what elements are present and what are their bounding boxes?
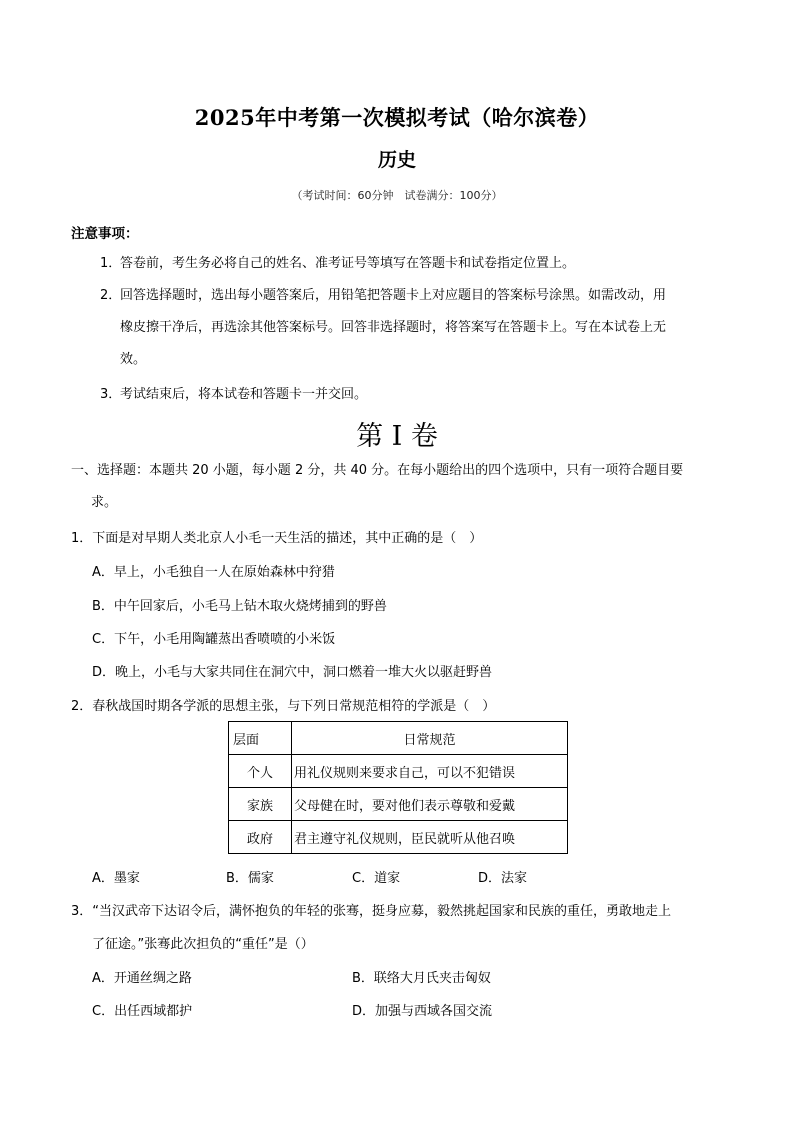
- question-1-option-c: C．下午，小毛用陶罐蒸出香喷喷的小米饭: [92, 632, 336, 647]
- section-line: 求。: [91, 495, 118, 510]
- exam-title: 2025年中考第一次模拟考试（哈尔滨卷）: [194, 105, 600, 130]
- notice-item-number: 2．: [100, 288, 122, 303]
- notice-item-number: 3．: [100, 387, 122, 402]
- table-row: [229, 755, 568, 788]
- notice-heading: 注意事项：: [71, 226, 139, 242]
- volume-heading: 第 I 卷: [356, 421, 438, 452]
- question-1-stem: 1．下面是对早期人类北京人小毛一天生活的描述，其中正确的是（ ）: [71, 531, 483, 546]
- question-3-stem-line-1: 3．“当汉武帝下达诏令后，满怀抱负的年轻的张骞，挺身应募，毅然挑起国家和民族的重任，勇敢地走上: [71, 904, 672, 919]
- table-header: 层面: [229, 722, 292, 755]
- table-cell: 用礼仪规则来要求自己，可以不犯错误: [292, 755, 568, 788]
- table-header: 日常规范: [292, 722, 568, 755]
- table-row: [229, 821, 568, 854]
- table-row: [229, 788, 568, 821]
- question-1-option-a: A．早上，小毛独自一人在原始森林中狩猎: [92, 565, 335, 580]
- table-cell: 家族: [229, 788, 292, 821]
- question-3-option-d: D．加强与西域各国交流: [352, 1004, 493, 1019]
- question-3-option-c: C．出任西域都护: [92, 1004, 193, 1019]
- question-3-option-a: A．开通丝绸之路: [92, 971, 192, 986]
- notice-item-2: [100, 280, 730, 376]
- question-3-stem-line-2: 了征途。”张骞此次担负的“重任”是（）: [92, 937, 314, 952]
- question-3-option-b: B．联络大月氏夹击匈奴: [352, 971, 491, 986]
- section-line: 一、选择题：本题共 20 小题，每小题 2 分，共 40 分。在每小题给出的四个选项中，只有一项符合题目要: [71, 463, 684, 478]
- question-2-option-c: C．道家: [352, 871, 401, 886]
- question-1-option-b: B．中午回家后，小毛马上钻木取火烧烤捕到的野兽: [92, 599, 387, 614]
- subject-title: 历史: [377, 149, 416, 171]
- notice-item-text: 考试结束后，将本试卷和答题卡一并交回。: [120, 387, 368, 402]
- table-header-row: [229, 722, 568, 755]
- notice-item-3: [100, 379, 730, 411]
- question-2-option-d: D．法家: [478, 871, 528, 886]
- notice-item-1: [100, 248, 730, 280]
- question-2-option-a: A．墨家: [92, 871, 140, 886]
- table-cell: 政府: [229, 821, 292, 854]
- notice-item-text: 橡皮擦干净后，再选涂其他答案标号。回答非选择题时，将答案写在答题卡上。写在本试卷上无: [120, 320, 667, 335]
- table-cell: 父母健在时，要对他们表示尊敬和爱戴: [292, 788, 568, 821]
- section-instructions: [71, 455, 731, 519]
- question-2-option-b: B．儒家: [226, 871, 274, 886]
- table-cell: 君主遵守礼仪规则，臣民就听从他召唤: [292, 821, 568, 854]
- question-2-stem: 2．春秋战国时期各学派的思想主张，与下列日常规范相符的学派是（ ）: [71, 699, 496, 714]
- question-1-option-d: D．晚上，小毛与大家共同住在洞穴中，洞口燃着一堆大火以驱赶野兽: [92, 665, 493, 680]
- exam-info: （考试时间：60分钟 试卷满分：100分）: [291, 189, 503, 202]
- notice-item-text: 答卷前，考生务必将自己的姓名、准考证号等填写在答题卡和试卷指定位置上。: [120, 256, 576, 271]
- notice-item-text: 效。: [120, 352, 147, 367]
- norms-table: [228, 721, 568, 854]
- table-cell: 个人: [229, 755, 292, 788]
- notice-item-number: 1．: [100, 256, 122, 271]
- notice-item-text: 回答选择题时，选出每小题答案后，用铅笔把答题卡上对应题目的答案标号涂黑。如需改动，用: [120, 288, 667, 303]
